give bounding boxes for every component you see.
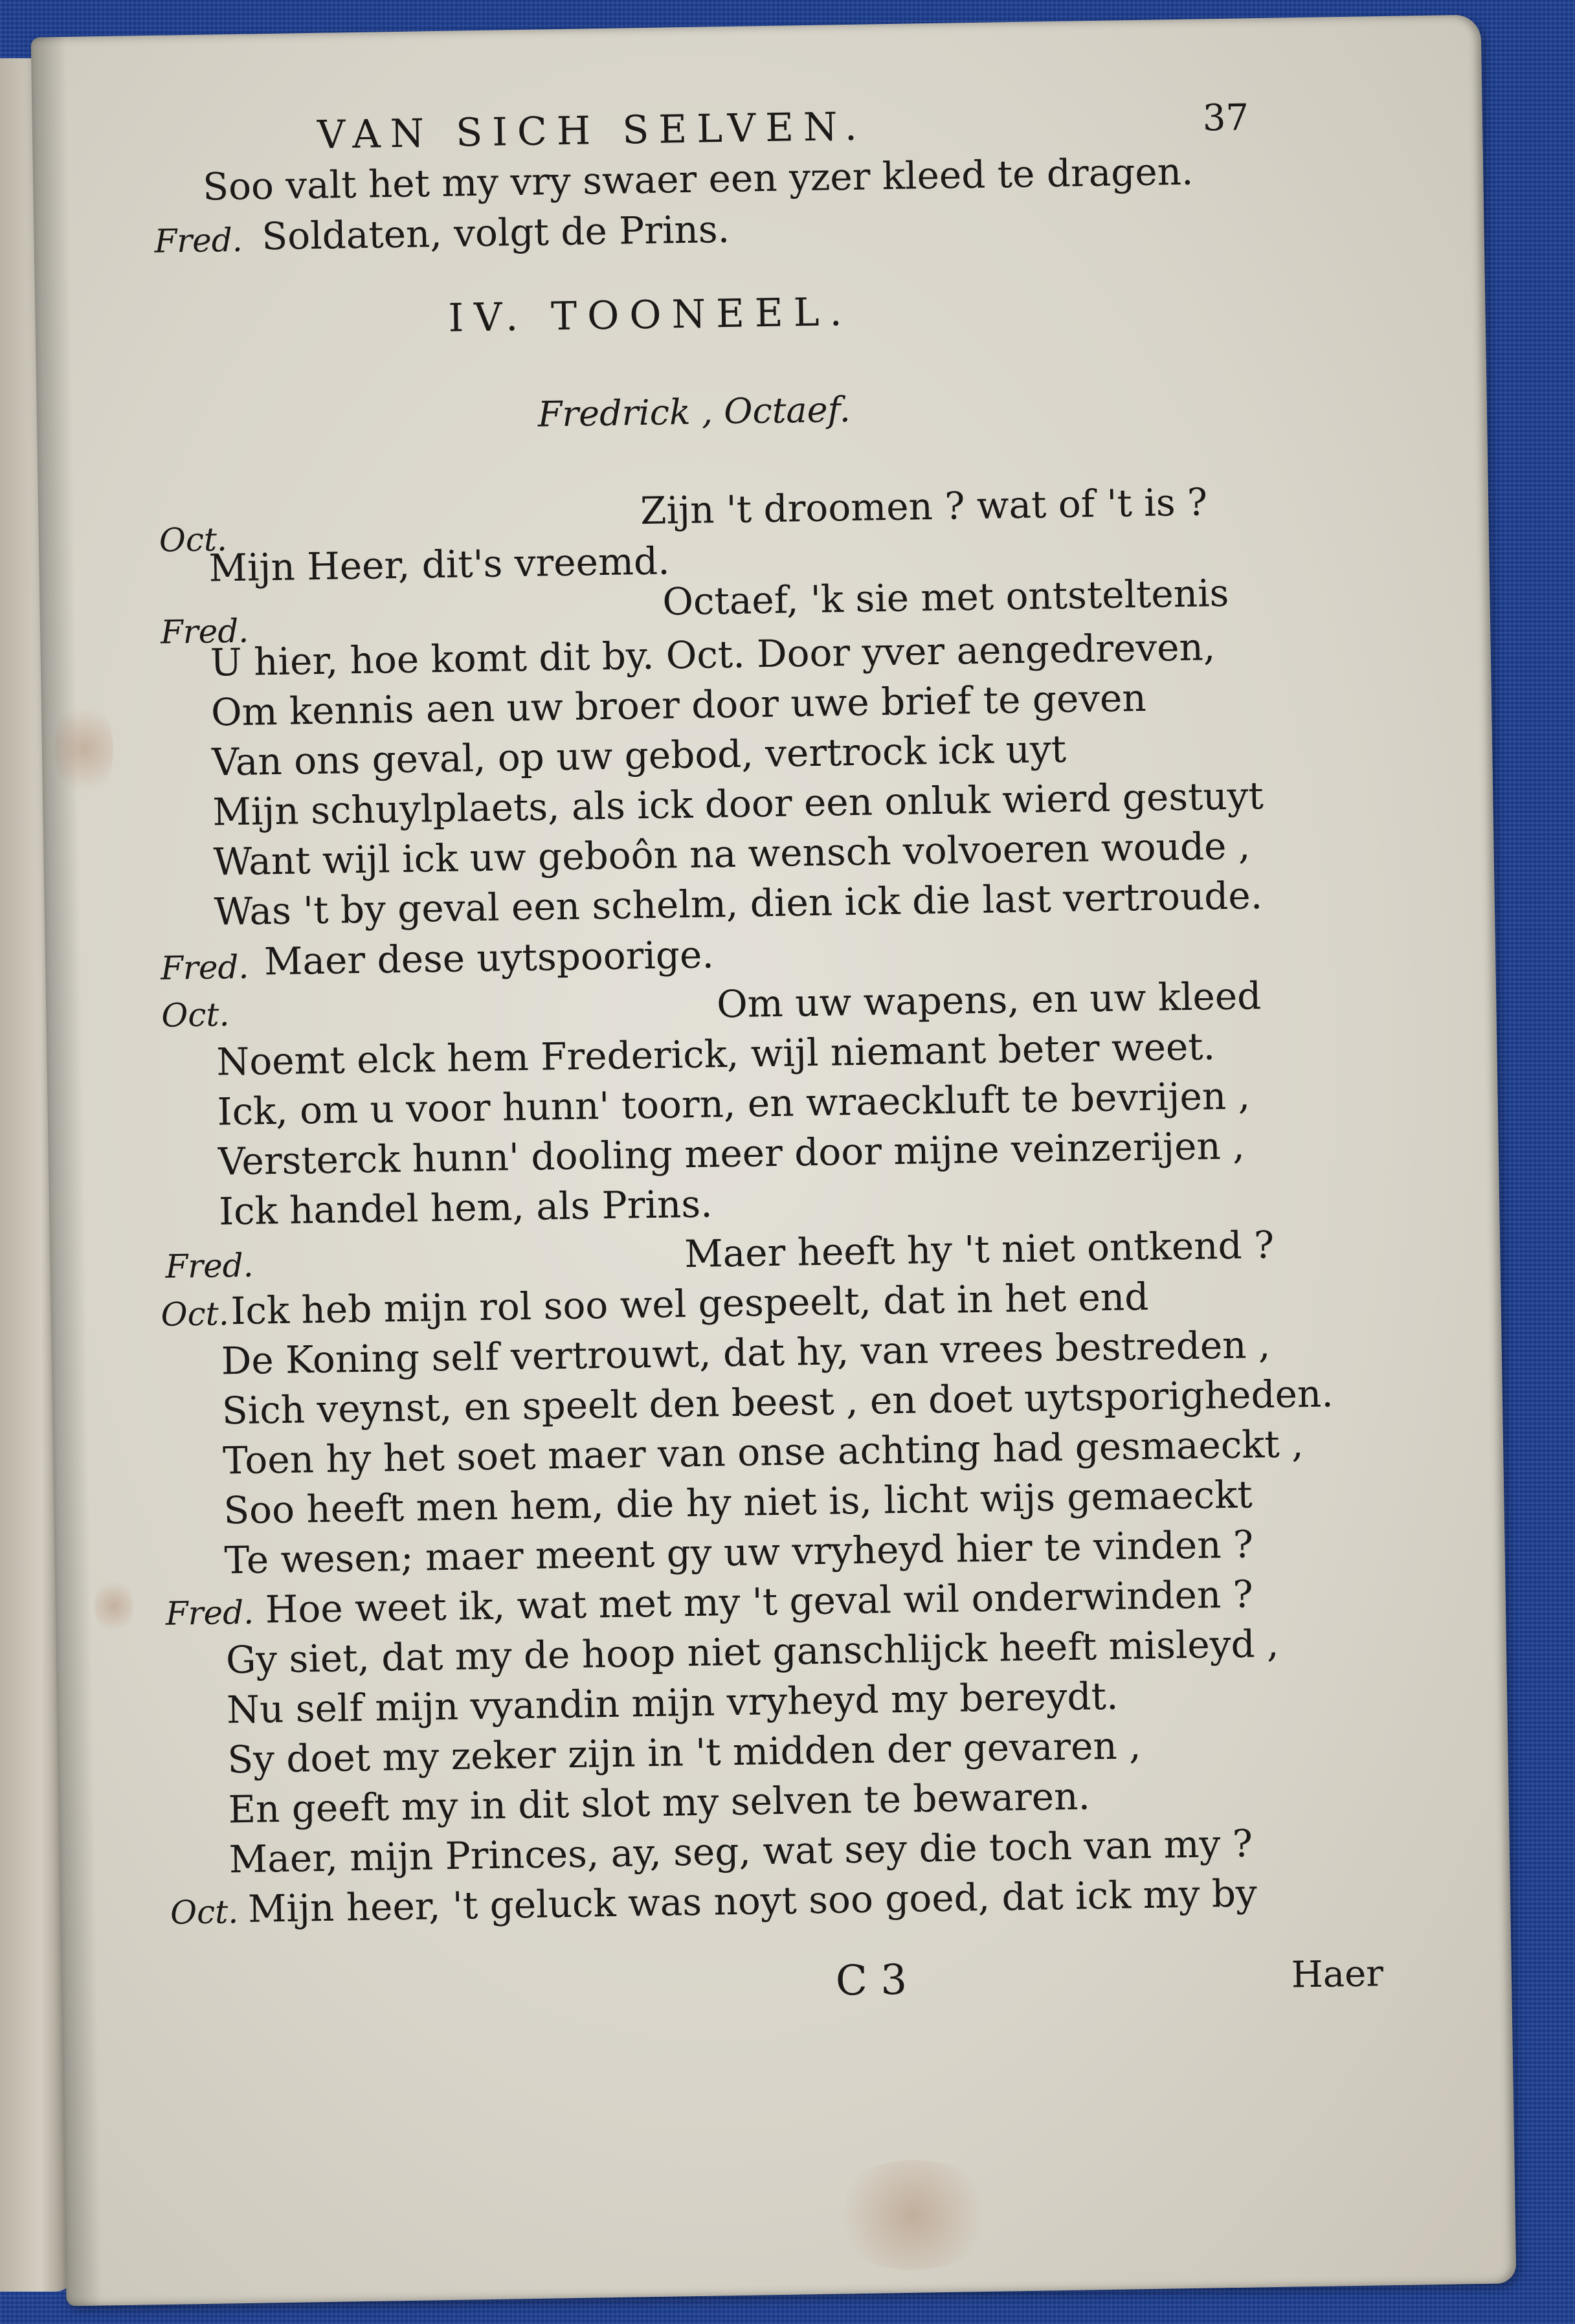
persons-list: Fredrick , Octaef.: [537, 388, 851, 435]
verse-line: Om kennis aen uw broer door uwe brief te geven: [210, 675, 1147, 735]
signature-mark: C 3: [835, 1956, 908, 2006]
verse-line: Te wesen; maer meent gy uw vryheyd hier te vinden ?: [224, 1522, 1254, 1583]
verse-line: Maer heeft hy 't niet ontkend ?: [684, 1222, 1275, 1277]
verse-line: Sich veynst, en speelt den beest , en doet uytsporigheden.: [221, 1371, 1334, 1433]
speaker-label: Fred.: [160, 948, 249, 987]
verse-line: Mijn heer, 't geluck was noyt soo goed, dat ick my by: [247, 1871, 1258, 1931]
verse-line: Hoe weet ik, wat met my 't geval wil onderwinden ?: [265, 1572, 1254, 1632]
speaker-label: Fred.: [160, 612, 249, 651]
verse-line: Nu self mijn vyandin mijn vryheyd my bereydt.: [226, 1673, 1119, 1732]
verse-line: Toen hy het soet maer van onse achting had gesmaeckt ,: [222, 1422, 1304, 1483]
verse-line: Maer, mijn Princes, ay, seg, wat sey die toch van my ?: [229, 1821, 1253, 1882]
verse-line: Soo heeft men hem, die hy niet is, licht wijs gemaeckt: [223, 1472, 1253, 1533]
verse-line: U hier, hoe komt dit by. Oct. Door yver aengedreven,: [210, 625, 1216, 685]
verse-line: Om uw wapens, en uw kleed: [716, 974, 1262, 1027]
catchword: Haer: [1291, 1952, 1384, 1996]
speaker-label: Oct.: [161, 1295, 230, 1334]
book-page: [31, 15, 1517, 2307]
verse-line: Zijn 't droomen ? wat of 't is ?: [640, 480, 1208, 533]
verse-line: Sy doet my zeker zijn in 't midden der gevaren ,: [227, 1723, 1142, 1782]
verse-line: Soo valt het my vry swaer een yzer kleed te dragen.: [202, 149, 1194, 209]
speaker-label: Fred.: [165, 1246, 254, 1286]
speaker-label: Fred.: [165, 1593, 254, 1633]
speaker-label: Oct.: [159, 520, 228, 559]
verse-line: De Koning self vertrouwt, dat hy, van vrees bestreden ,: [221, 1322, 1271, 1383]
verse-line: Want wijl ick uw geboôn na wensch volvoeren woude ,: [213, 823, 1251, 884]
verse-line: Gy siet, dat my de hoop niet ganschlijck heeft misleyd ,: [225, 1621, 1279, 1682]
verse-line: Ick handel hem, als Prins.: [218, 1181, 713, 1234]
verse-line: Maer dese uytspoorige.: [263, 932, 715, 984]
paper-stain: [94, 1577, 133, 1636]
running-head: VAN SICH SELVEN.: [317, 104, 867, 158]
verse-line: Soldaten, volgt de Prins.: [261, 207, 730, 259]
verse-line: Noemt elck hem Frederick, wijl niemant beter weet.: [216, 1024, 1216, 1084]
verse-line: Mijn schuylplaets, als ick door een onluk wierd gestuyt: [212, 774, 1264, 834]
page-number: 37: [1202, 96, 1249, 140]
verse-line: Versterck hunn' dooling meer door mijne veinzerijen ,: [218, 1123, 1245, 1184]
verse-line: Van ons geval, op uw gebod, vertrock ick uyt: [211, 726, 1067, 785]
scene-heading: IV. TOONEEL.: [447, 289, 853, 341]
verse-line: Octaef, 'k sie met ontsteltenis: [662, 570, 1229, 624]
verse-line: Ick heb mijn rol soo wel gespeelt, dat in het end: [230, 1274, 1149, 1334]
verse-line: En geeft my in dit slot my selven te bewaren.: [228, 1774, 1091, 1832]
speaker-label: Fred.: [154, 221, 243, 260]
verse-line: Mijn Heer, dit's vreemd.: [208, 539, 670, 590]
verse-line: Was 't by geval een schelm, dien ick die last vertroude.: [214, 873, 1263, 934]
verse-line: Ick, om u voor hunn' toorn, en wraeckluft te bevrijen ,: [217, 1073, 1251, 1134]
speaker-label: Oct.: [170, 1893, 239, 1932]
paper-stain: [828, 2159, 998, 2272]
speaker-label: Oct.: [161, 996, 230, 1034]
